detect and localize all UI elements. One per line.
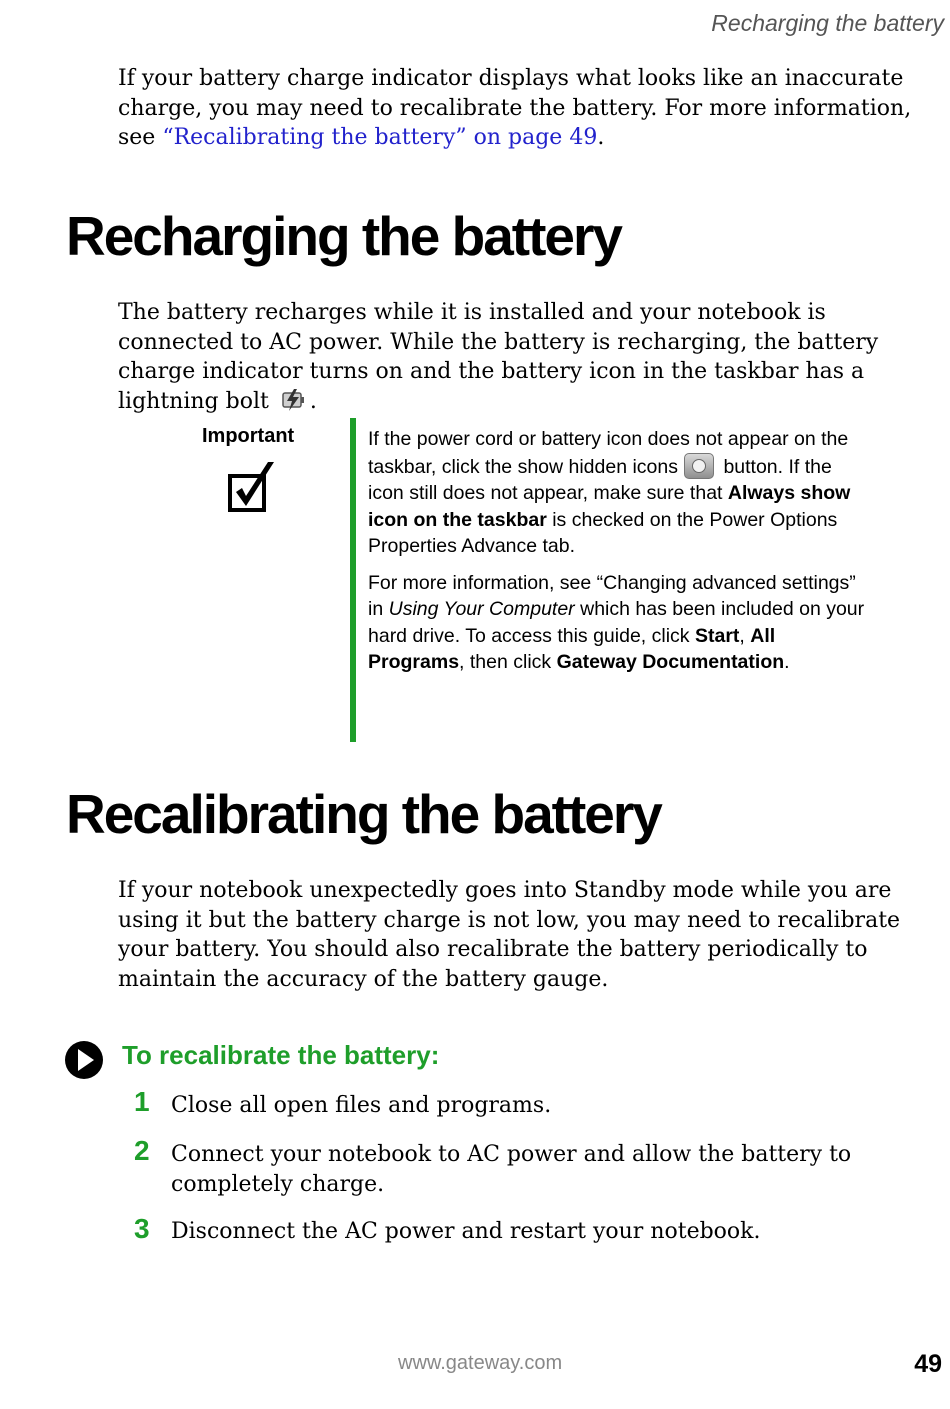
important-paragraph-1 <box>368 426 868 560</box>
step-text: Disconnect the AC power and restart your notebook. <box>171 1219 761 1244</box>
recharging-text-end: . <box>309 388 317 414</box>
note-bold-option: Always show icon on the taskbar <box>368 482 851 531</box>
menu-gateway-documentation: Gateway Documentation <box>556 651 785 673</box>
step-text: Connect your notebook to AC power and allow the battery to completely charge. <box>171 1142 852 1197</box>
note-text: , then click <box>459 651 552 673</box>
checkmark-icon <box>226 456 278 516</box>
note-text: . <box>784 651 790 673</box>
footer-url: www.gateway.com <box>398 1352 563 1374</box>
important-paragraph-2 <box>368 570 868 676</box>
important-label: Important <box>202 425 295 447</box>
step-text: Close all open files and programs. <box>171 1093 552 1118</box>
note-text: button. If the icon still does not appear, make sure that <box>368 455 832 504</box>
recharging-text: The battery recharges while it is installed and your notebook is connected to AC power. While the battery is recharging, the battery charge indicator turns on and the battery icon in the taskbar has a lightning bolt <box>118 300 879 414</box>
heading-recalibrating: Recalibrating the battery <box>66 783 661 845</box>
menu-start: Start <box>694 624 740 647</box>
procedure-arrow-icon <box>64 1040 104 1080</box>
menu-all-programs: All Programs <box>368 624 776 673</box>
note-text: is checked on the Power Options Properties Advance tab. <box>368 508 838 557</box>
important-note <box>368 426 868 686</box>
step-number: 1 <box>134 1086 150 1117</box>
intro-text: If your battery charge indicator displays what looks like an inaccurate charge, you may need to recalibrate the battery. For more information, see <box>118 66 912 150</box>
intro-paragraph <box>118 64 938 153</box>
note-text: , <box>739 624 745 647</box>
recharging-paragraph <box>118 298 940 416</box>
intro-end: . <box>597 125 605 150</box>
heading-recharging: Recharging the battery <box>66 205 622 267</box>
guide-title: Using Your Computer <box>388 598 575 620</box>
show-hidden-icons-icon <box>684 453 714 479</box>
step-number: 3 <box>134 1213 150 1244</box>
note-text: For more information, see “Changing advanced settings” in <box>368 571 856 620</box>
procedure-title: To recalibrate the battery: <box>122 1040 440 1070</box>
page-number: 49 <box>914 1350 942 1378</box>
cross-reference-link[interactable]: “Recalibrating the battery” on page 49 <box>162 125 598 150</box>
step-number: 2 <box>134 1135 150 1166</box>
lightning-battery-icon <box>280 388 308 412</box>
running-header: Recharging the battery <box>711 10 944 36</box>
note-text: If the power cord or battery icon does not appear on the taskbar, click the show hidden icons <box>368 428 849 478</box>
recalibrating-paragraph: If your notebook unexpectedly goes into Standby mode while you are using it but the battery charge is not low, you may need to recalibrate your battery. You should also recalibrate the battery periodically to maintain the accuracy of the battery gauge. <box>118 878 901 992</box>
important-rule <box>350 418 356 742</box>
note-text: which has been included on your hard drive. To access this guide, click <box>368 598 865 647</box>
